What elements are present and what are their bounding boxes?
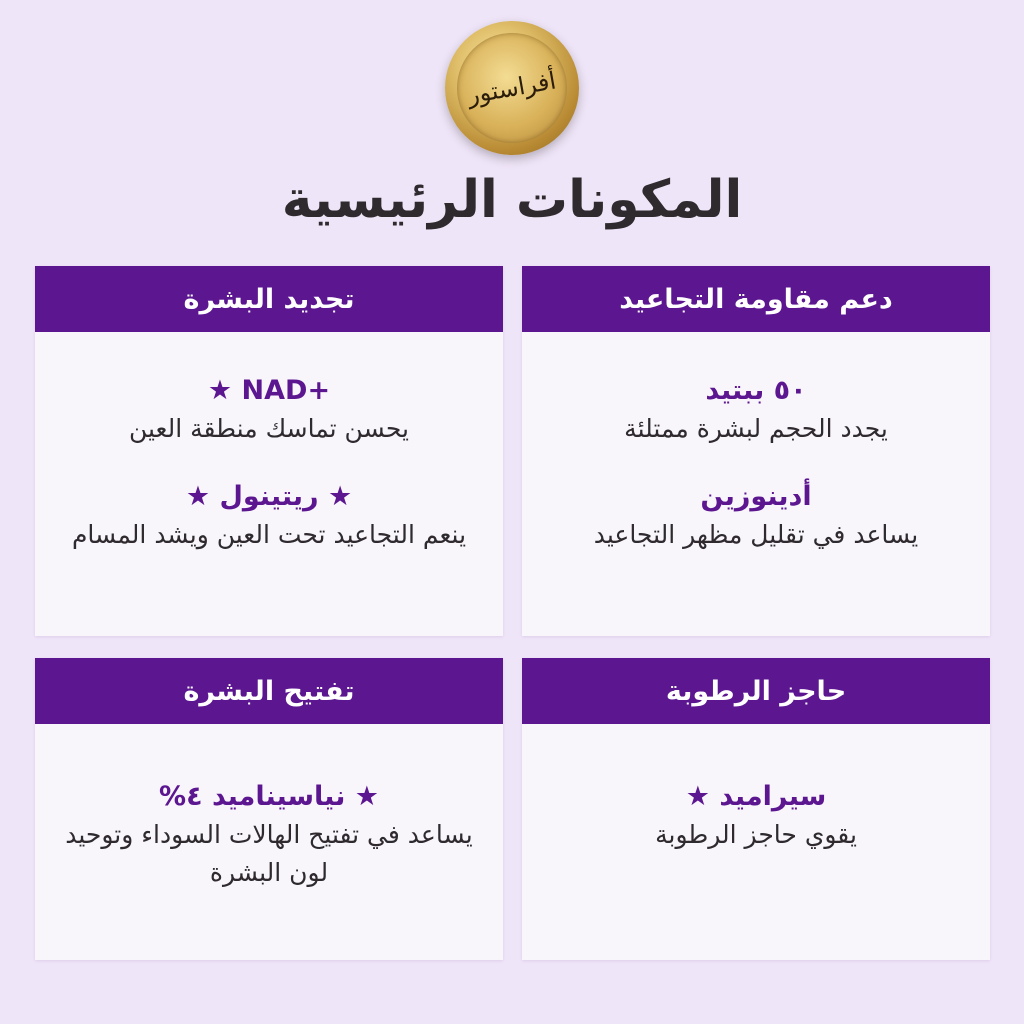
ingredient-name: نياسيناميد ٤%: [159, 781, 346, 812]
logo-text: أفراستور: [465, 66, 559, 110]
ingredient-name: NAD+: [241, 375, 331, 406]
ingredient-description: يساعد في تفتيح الهالات السوداء وتوحيد لون البشرة: [65, 820, 473, 887]
ingredient-item: [65, 372, 473, 448]
card-anti-wrinkle: [522, 266, 990, 636]
ingredient-item: [65, 778, 473, 892]
ingredient-item: [65, 478, 473, 554]
ingredient-name-row: [552, 778, 960, 816]
ingredient-name-row: [65, 478, 473, 516]
card-body: [35, 724, 503, 892]
ingredient-description: يقوي حاجز الرطوبة: [655, 820, 857, 849]
card-body: [522, 724, 990, 854]
star-icon: ★: [207, 375, 233, 406]
card-skin-renewal: [35, 266, 503, 636]
ingredient-item: [552, 478, 960, 554]
ingredient-description: يجدد الحجم لبشرة ممتلئة: [624, 414, 888, 443]
page-title: المكونات الرئيسية: [281, 170, 743, 230]
ingredient-name-row: [65, 372, 473, 410]
card-header: دعم مقاومة التجاعيد: [522, 266, 990, 332]
card-body: [35, 332, 503, 554]
star-icon: ★: [327, 481, 353, 512]
card-header: تجديد البشرة: [35, 266, 503, 332]
ingredient-name: ٥٠ ببتيد: [705, 375, 807, 406]
logo-seal: [457, 33, 567, 143]
card-moisture-barrier: [522, 658, 990, 960]
card-brightening: [35, 658, 503, 960]
card-body: [522, 332, 990, 554]
ingredient-name: سيراميد: [719, 781, 827, 812]
card-header: حاجز الرطوبة: [522, 658, 990, 724]
star-icon: ★: [185, 481, 211, 512]
card-header: تفتيح البشرة: [35, 658, 503, 724]
ingredient-item: [552, 778, 960, 854]
ingredient-description: يساعد في تقليل مظهر التجاعيد: [593, 520, 919, 549]
brand-logo: [445, 21, 579, 155]
ingredient-description: يحسن تماسك منطقة العين: [128, 414, 409, 443]
ingredient-name: ريتينول: [219, 481, 319, 512]
ingredient-item: [552, 372, 960, 448]
ingredient-name: أدينوزين: [700, 481, 812, 512]
ingredient-description: ينعم التجاعيد تحت العين ويشد المسام: [71, 520, 467, 549]
star-icon: ★: [685, 781, 710, 812]
ingredient-name-row: [65, 778, 473, 816]
star-icon: ★: [354, 781, 379, 812]
